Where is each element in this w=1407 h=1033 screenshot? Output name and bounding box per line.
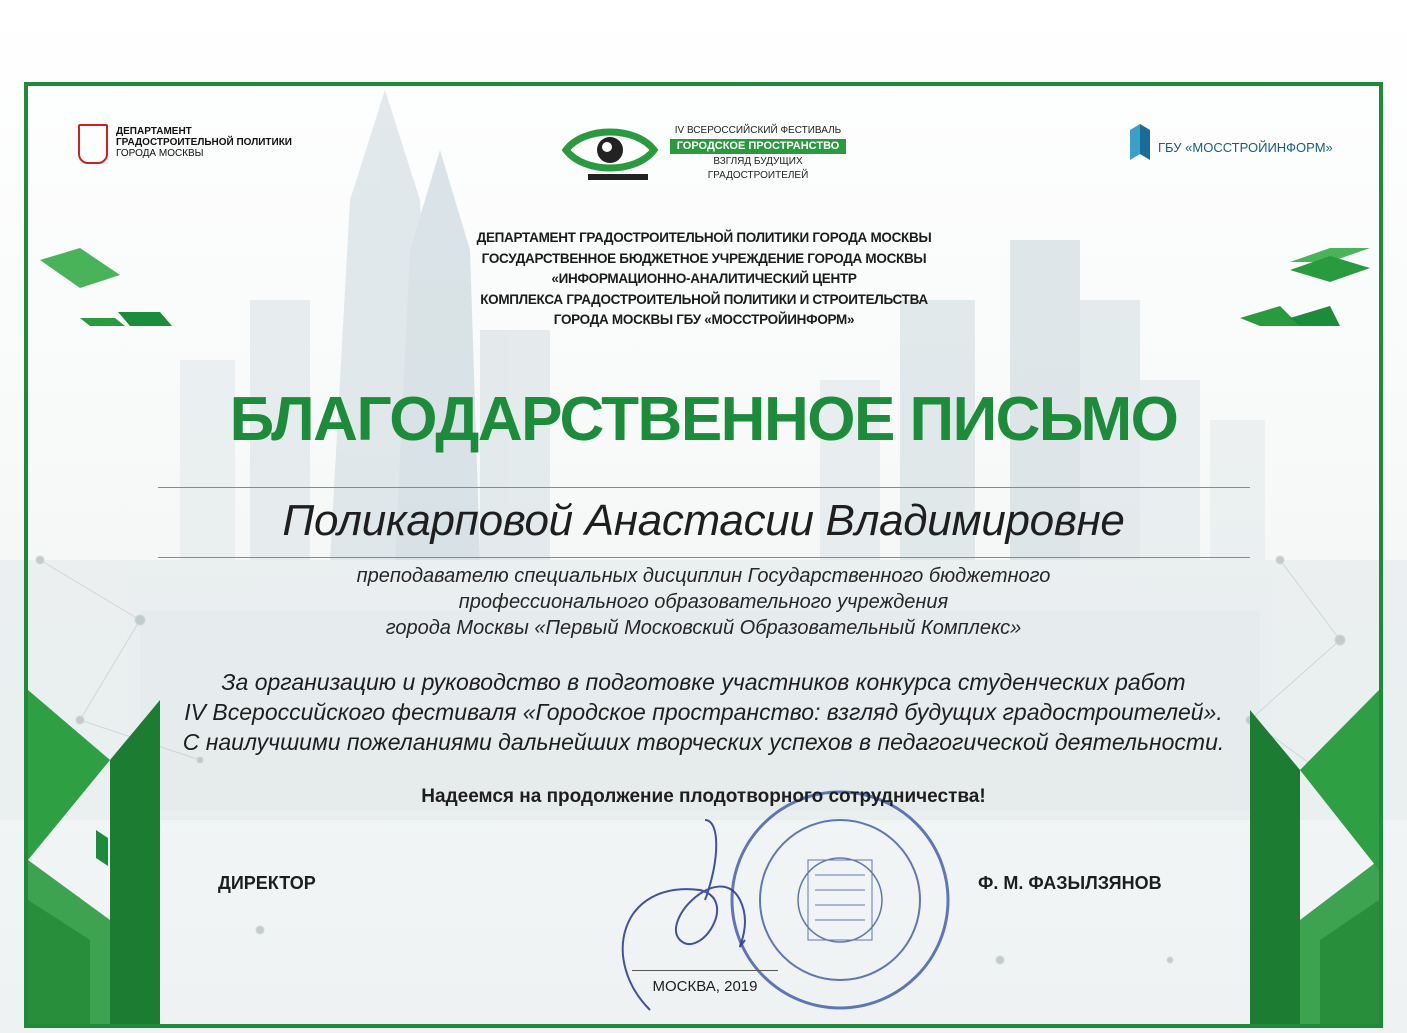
reason-line-1: За организацию и руководство в подготовке участников конкурса студенческих работ — [221, 669, 1186, 695]
festival-line-3: ВЗГЛЯД БУДУЩИХ ГРАДОСТРОИТЕЛЕЙ — [707, 156, 809, 181]
closing-phrase: Надеемся на продолжение плодотворного сотрудничества! — [421, 786, 986, 807]
recipient-name: Поликарповой Анастасии Владимировне — [282, 496, 1125, 545]
dept-urban-policy-logo — [78, 124, 308, 170]
org-line-1: ДЕПАРТАМЕНТ ГРАДОСТРОИТЕЛЬНОЙ ПОЛИТИКИ ГОРОДА МОСКВЫ — [476, 230, 932, 245]
gratitude-reason — [100, 667, 1307, 757]
signature-line — [632, 970, 778, 971]
position-line-1: преподавателю специальных дисциплин Государственного бюджетного — [356, 565, 1051, 587]
mosstroyinform-label: ГБУ «МОССТРОЙИНФОРМ» — [1158, 140, 1333, 155]
festival-logo — [560, 118, 860, 188]
festival-line-1: IV ВСЕРОССИЙСКИЙ ФЕСТИВАЛЬ — [674, 125, 842, 136]
divider-top — [158, 487, 1250, 488]
reason-line-2: IV Всероссийского фестиваля «Городское пространство: взгляд будущих градостроителей». — [184, 699, 1223, 725]
moscow-coat-of-arms-icon — [78, 124, 108, 164]
festival-line-2: ГОРОДСКОЕ ПРОСТРАНСТВО — [670, 139, 846, 154]
recipient-position — [150, 563, 1257, 641]
divider-bottom — [158, 557, 1250, 558]
mosstroyinform-mark-icon — [1126, 122, 1152, 162]
logo-left-line-3: ГОРОДА МОСКВЫ — [116, 148, 204, 159]
position-line-2: профессионального образовательного учреждения — [458, 591, 949, 613]
position-line-3: города Москвы «Первый Московский Образовательный Комплекс» — [385, 617, 1022, 639]
eye-icon — [560, 118, 660, 188]
logo-left-line-2: ГРАДОСТРОИТЕЛЬНОЙ ПОЛИТИКИ — [116, 137, 292, 148]
logo-left-line-1: ДЕПАРТАМЕНТ — [116, 126, 192, 137]
org-line-2: ГОСУДАРСТВЕННОЕ БЮДЖЕТНОЕ УЧРЕЖДЕНИЕ ГОРОДА МОСКВЫ — [481, 250, 927, 266]
org-line-5: ГОРОДА МОСКВЫ ГБУ «МОССТРОЙИНФОРМ» — [553, 312, 855, 327]
director-title: ДИРЕКТОР — [218, 873, 316, 893]
org-line-4: КОМПЛЕКСА ГРАДОСТРОИТЕЛЬНОЙ ПОЛИТИКИ И СТРОИТЕЛЬСТВА — [480, 291, 928, 307]
issuer-organization — [300, 228, 1108, 331]
document-title: БЛАГОДАРСТВЕННОЕ ПИСЬМО — [229, 385, 1178, 454]
mosstroyinform-logo — [1126, 122, 1366, 168]
director-name: Ф. М. ФАЗЫЛЗЯНОВ — [978, 873, 1162, 893]
city-and-year: МОСКВА, 2019 — [652, 978, 758, 995]
org-line-3: «ИНФОРМАЦИОННО-АНАЛИТИЧЕСКИЙ ЦЕНТР — [551, 271, 857, 286]
reason-line-3: С наилучшими пожеланиями дальнейших творческих успехов в педагогической деятельности. — [182, 729, 1225, 755]
